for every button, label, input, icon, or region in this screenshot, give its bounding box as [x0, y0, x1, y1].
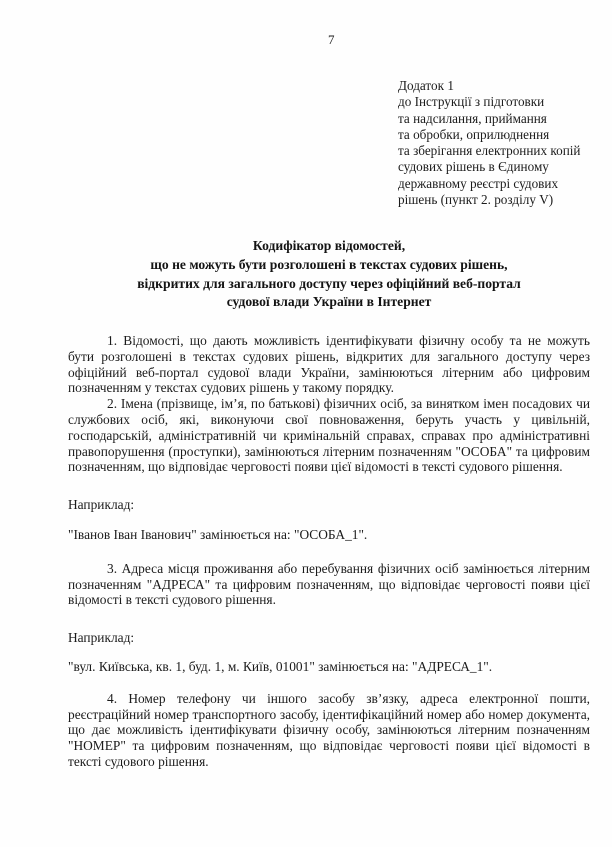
appendix-note-line: та надсилання, приймання: [398, 110, 547, 126]
document-title: [68, 237, 590, 312]
document-title-line: що не можуть бути розголошені в текстах судових рішень,: [150, 256, 508, 272]
document-title-line: Кодифікатор відомостей,: [252, 238, 406, 253]
document-body: [68, 333, 590, 770]
paragraph-1: 1. Відомості, що дають можливість ідентифікувати фізичну особу та не можуть бути розголошені в текстах судових рішень, відкритих для загального доступу через офіційний веб-портал судової влади України, замінюються літерним або цифровим позначенням у текстах судових рішень у такому порядку.: [68, 333, 590, 396]
appendix-note-line: судових рішень в Єдиному: [398, 159, 549, 175]
paragraph-2: 2. Імена (прізвище, ім’я, по батькові) фізичних осіб, за винятком імен посадових чи службових осіб, які, виконуючи свої повноваження, беруть участь у цивільній, господарській, адміністративній чи кримінальній справах, справах про адміністративні правопорушення (проступки), замінюються літерним позначенням "ОСОБА" та цифровим позначенням, що відповідає черговості появи цієї відомості в тексті судового рішення.: [68, 396, 590, 475]
appendix-note-line: та обробки, оприлюднення: [398, 126, 550, 142]
appendix-note-line: та зберігання електронних копій: [398, 143, 581, 159]
example-2: "вул. Київська, кв. 1, буд. 1, м. Київ, 01001" замінюється на: "АДРЕСА_1".: [68, 658, 493, 674]
example-label-2: Наприклад:: [68, 630, 135, 646]
appendix-note-line: рішень (пункт 2. розділу V): [398, 192, 554, 208]
example-1: "Іванов Іван Іванович" замінюється на: "ОСОБА_1".: [68, 526, 368, 542]
document-title-line: відкритих для загального доступу через офіційний веб-портал: [137, 275, 521, 291]
appendix-note-line: державному реєстрі судових: [398, 175, 559, 191]
document-title-line: судової влади України в Інтернет: [226, 294, 432, 310]
appendix-note-line: Додаток 1: [398, 78, 454, 93]
example-label-1: Наприклад:: [68, 497, 135, 513]
paragraph-3: 3. Адреса місця проживання або перебування фізичних осіб замінюється літерним позначенням "АДРЕСА" та цифровим позначенням, що відповідає черговості появи цієї відомості в тексті судового рішення.: [68, 560, 590, 608]
paragraph-4: 4. Номер телефону чи іншого засобу зв’язку, адреса електронної пошти, реєстраційний номер транспортного засобу, ідентифікаційний номер або номер документа, що дає можливість ідентифікувати фізичну особу, замінюються літерним позначенням "НОМЕР" та цифровим позначенням, що відповідає черговості появи цієї відомості в тексті судового рішення.: [68, 690, 590, 769]
page-number: 7: [328, 32, 335, 47]
appendix-note: [398, 78, 580, 208]
appendix-note-line: до Інструкції з підготовки: [398, 94, 545, 110]
